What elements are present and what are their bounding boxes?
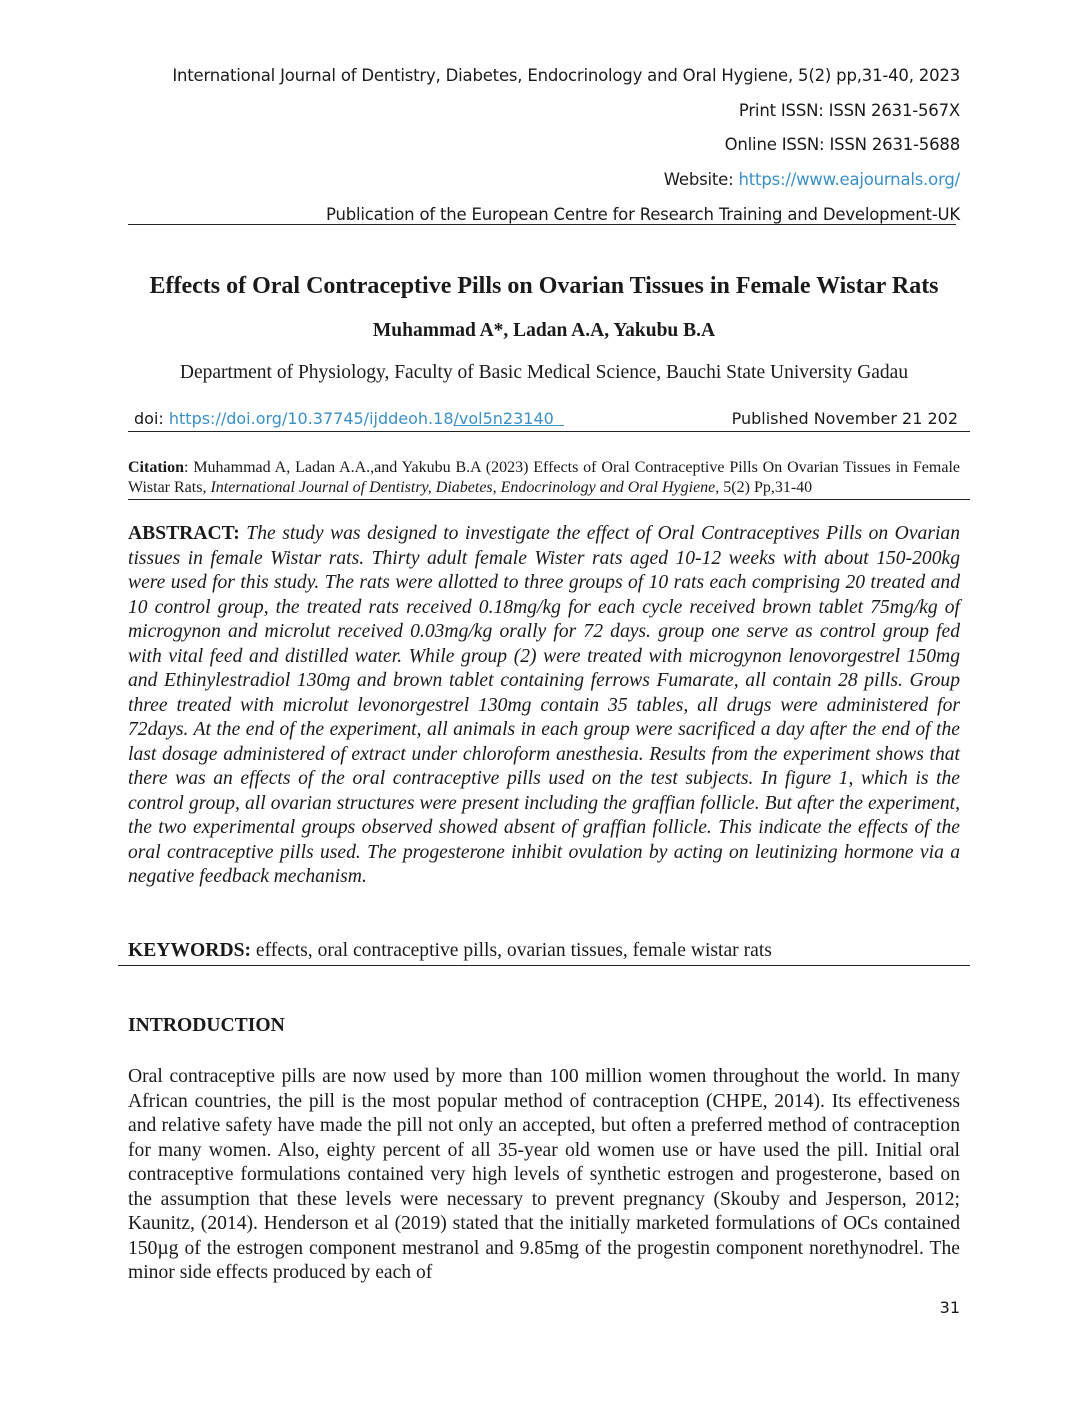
keywords-text: effects, oral contraceptive pills, ovarian tissues, female wistar rats bbox=[251, 940, 772, 961]
publication-line: Publication of the European Centre for Research Training and Development-UK bbox=[326, 205, 960, 224]
print-issn: Print ISSN: ISSN 2631-567X bbox=[738, 101, 960, 120]
article-title: Effects of Oral Contraceptive Pills on Ovarian Tissues in Female Wistar Rats bbox=[149, 273, 939, 299]
journal-header-line: International Journal of Dentistry, Diabetes, Endocrinology and Oral Hygiene, 5(2) pp,31-40, 2023 bbox=[172, 66, 960, 85]
keywords-label: KEYWORDS: bbox=[128, 940, 252, 961]
keywords-rule bbox=[118, 965, 970, 966]
abstract-text: The study was designed to investigate the effect of Oral Contraceptives Pills on Ovarian tissues in female Wistar rats. Thirty adult female Wister rats aged 10-12 weeks with about 150-200kg were used for this study. The rats were allotted to three groups of 10 rats each comprising 20 treated and 10 control group, the treated rats received 0.18mg/kg for each cycle received brown tablet 75mg/kg of microgynon and microlut received 0.03mg/kg orally for 72 days. group one serve as control group fed with vital feed and distilled water. While group (2) were treated with microgynon lenovorgestrel 150mg and Ethinylestradiol 130mg and brown tablet containing ferrows Fumarate, all contain 28 pills. Group three treated with microlut levonorgestrel 130mg contain 35 tables, all drugs were administered for 72days. At the end of the experiment, all animals in each group were sacrificed a day after the end of the last dosage administered of extract under chloroform anesthesia. Results from the experiment shows that there was an effects of the oral contraceptive pills used on the test subjects. In figure 1, which is the control group, all ovarian structures were present including the graffian follicle. But after the experiment, the two experimental groups observed showed absent of graffian follicle. This indicate the effects of the oral contraceptive pills used. The progesterone inhibit ovulation by acting on leutinizing hormone via a negative feedback mechanism. bbox=[128, 523, 960, 887]
citation-text: : Muhammad A, Ladan A.A.,and Yakubu B.A (2023) Effects of Oral Contraceptive Pills On Ovarian Tissues in Female Wistar Rats, bbox=[128, 459, 960, 496]
website-link[interactable]: https://www.eajournals.org/ bbox=[738, 170, 960, 189]
page-number: 31 bbox=[939, 1298, 960, 1317]
online-issn: Online ISSN: ISSN 2631-5688 bbox=[724, 135, 960, 154]
website-line bbox=[664, 170, 960, 189]
doi-link-suffix[interactable]: /vol5n23140 bbox=[453, 409, 554, 428]
doi-link-trail bbox=[554, 409, 564, 428]
keywords bbox=[128, 940, 960, 962]
citation-label: Citation bbox=[128, 459, 184, 476]
abstract-label: ABSTRACT: bbox=[128, 523, 240, 544]
citation-pages: , 5(2) Pp,31-40 bbox=[715, 479, 813, 496]
introduction-paragraph: Oral contraceptive pills are now used by more than 100 million women throughout the world. In many African countries, the pill is the most popular method of contraception (CHPE, 2014). Its effectiveness and relative safety have made the pill not only an accepted, but often a preferred method of contraception for many women. Also, eighty percent of all 35-year old women use or have used the pill. Initial oral contraceptive formulations contained very high levels of synthetic estrogen and progesterone, based on the assumption that these levels were necessary to prevent pregnancy (Skouby and Jesperson, 2012; Kaunitz, (2014). Henderson et al (2019) stated that the initially marketed formulations of OCs contained 150µg of the estrogen component mestranol and 9.85mg of the progestin component norethynodrel. The minor side effects produced by each of bbox=[128, 1066, 960, 1283]
published-date: Published November 21 202 bbox=[731, 409, 958, 428]
citation-journal: International Journal of Dentistry, Diabetes, Endocrinology and Oral Hygiene bbox=[210, 479, 716, 496]
doi-label: doi: bbox=[134, 409, 169, 428]
author-affiliation: Department of Physiology, Faculty of Basic Medical Science, Bauchi State University Gadau bbox=[179, 362, 909, 383]
website-label: Website: bbox=[663, 170, 739, 189]
article-authors: Muhammad A*, Ladan A.A, Yakubu B.A bbox=[372, 320, 716, 341]
citation bbox=[128, 458, 960, 498]
doi-link[interactable]: https://doi.org/10.37745/ijddeoh.18 bbox=[168, 409, 454, 428]
header-rule bbox=[128, 224, 956, 225]
doi-rule bbox=[128, 431, 970, 432]
doi-line bbox=[134, 409, 564, 428]
introduction-heading: INTRODUCTION bbox=[128, 1015, 285, 1036]
citation-rule bbox=[128, 499, 970, 500]
abstract bbox=[128, 522, 960, 890]
